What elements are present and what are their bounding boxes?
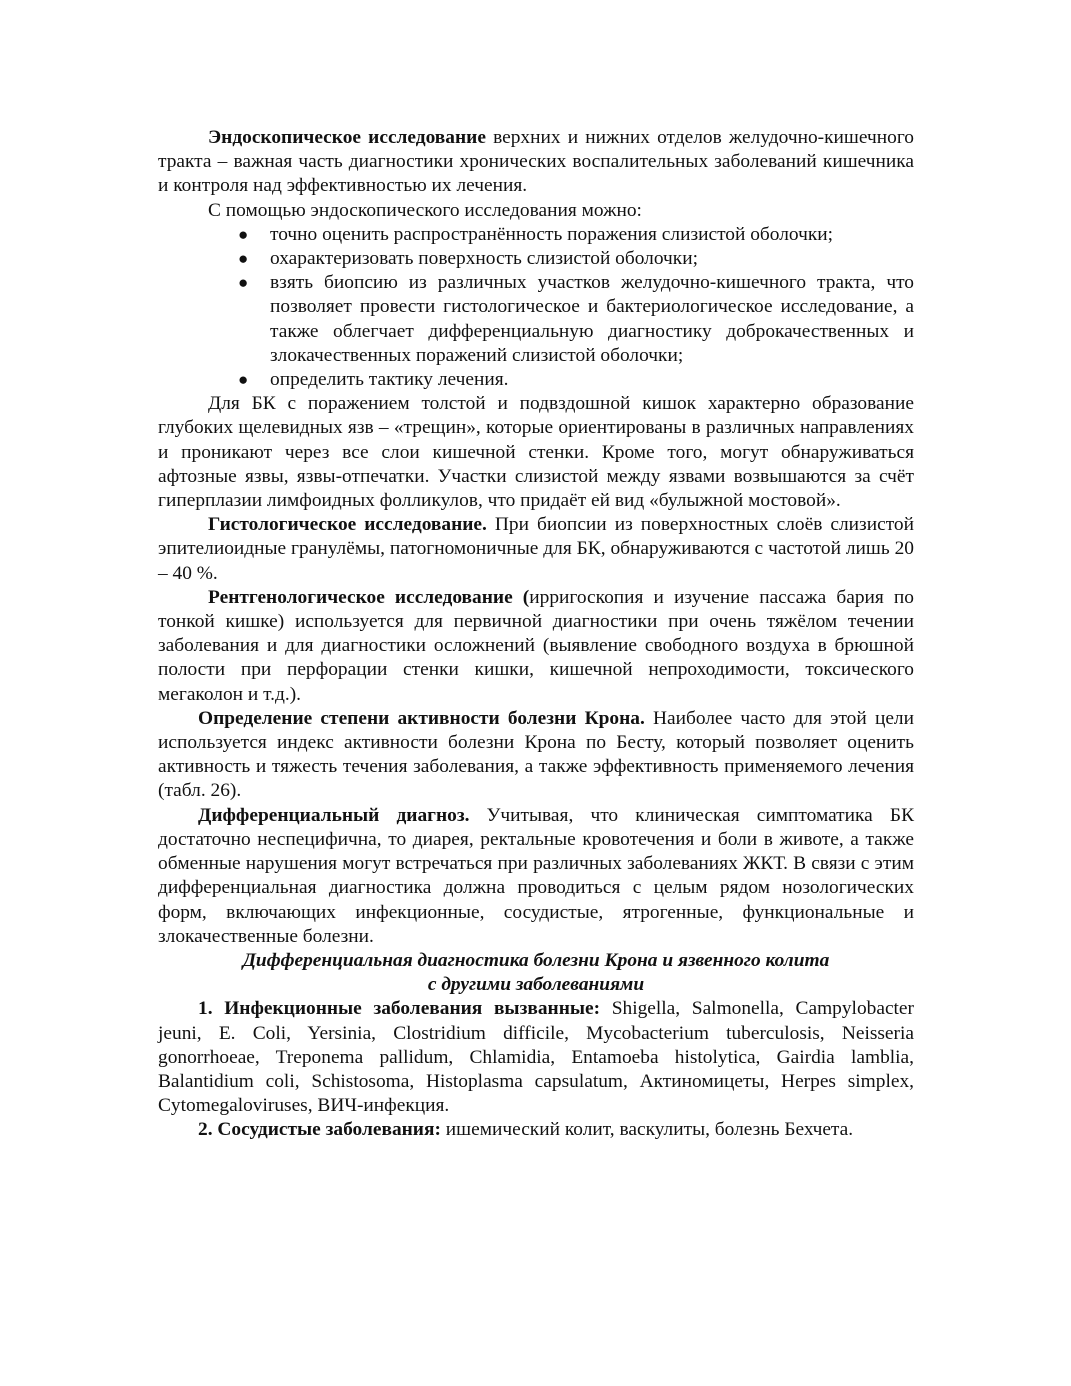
term-activity: Определение степени активности болезни Крона. bbox=[198, 707, 645, 729]
paragraph-text: Shigella, Salmonella, Campylobacter jeuni, E. Coli, Yersinia, Clostridium difficile, Mycobacterium tuberculosis, Neisseria gonorrhoeae, Treponema pallidum, Chlamidia, Entamoeba histolytica, Gairdia lamblia, Balantidium coli, Schistosoma, Histoplasma capsulatum, Актиномицеты, Herpes simplex, Cytomegaloviruses, ВИЧ-инфекция. bbox=[158, 998, 914, 1117]
term-histology: Гистологическое исследование. bbox=[208, 514, 487, 536]
list-item-text: охарактеризовать поверхность слизистой оболочки; bbox=[270, 248, 698, 270]
section-title-line-2: с другими заболеваниями bbox=[427, 974, 645, 996]
paragraph-ulcers: Для БК с поражением толстой и подвздошной кишок характерно образование глубоких щелевидных язв – «трещин», которые ориентированы в различных направлениях и проникают через все слои кишечной стенки. Кроме того, могут обнаруживаться афтозные язвы, язвы-отпечатки. Участки слизистой между язвами возвышаются за счёт гиперплазии лимфоидных фолликулов, что придаёт ей вид «булыжной мостовой». bbox=[158, 393, 914, 512]
bullet-icon: ● bbox=[238, 370, 249, 390]
list-item bbox=[238, 271, 914, 368]
term-endoscopy: Эндоскопическое исследование bbox=[208, 127, 486, 148]
section-title bbox=[158, 949, 914, 997]
paragraph-text: При биопсии из поверхностных слоёв слизистой эпителиоидные гранулёмы, патогномоничные для БК, обнаруживаются с частотой лишь 20 – 40 %. bbox=[158, 514, 914, 584]
paragraph-text: ирригоскопия и изучение пассажа бария по тонкой кишке) используется для первичной диагностики при очень тяжёлом течении заболевания и для диагностики осложнений (выявление свободного воздуха в брюшной полости при перфорации стенки кишки, кишечной непроходимости, токсического мегаколон и т.д.). bbox=[158, 586, 914, 705]
paragraph-text: верхних и нижних отделов желудочно-кишечного тракта – важная часть диагностики хронических воспалительных заболеваний кишечника и контроля над эффективностью их лечения. bbox=[158, 127, 914, 197]
document-page bbox=[158, 126, 914, 1143]
bullet-icon: ● bbox=[238, 224, 249, 244]
term-radiology: Рентгенологическое исследование ( bbox=[208, 586, 530, 608]
list-item-infectious bbox=[158, 997, 914, 1118]
paragraph-endoscopy-intro: С помощью эндоскопического исследования можно: bbox=[208, 199, 642, 221]
list-item bbox=[238, 247, 914, 271]
list-item bbox=[238, 223, 914, 247]
paragraph-radiology bbox=[158, 586, 914, 707]
paragraph-text: ишемический колит, васкулиты, болезнь Бехчета. bbox=[440, 1119, 854, 1141]
paragraph-text: Наиболее часто для этой цели используется индекс активности болезни Крона по Бесту, который позволяет оценить активность и тяжесть течения заболевания, а также эффективность применяемого лечения (табл. 26). bbox=[158, 707, 914, 802]
term-vascular: 2. Сосудистые заболевания: bbox=[198, 1119, 441, 1141]
paragraph-histology bbox=[158, 513, 914, 586]
list-item bbox=[238, 368, 914, 392]
endoscopy-capabilities-list bbox=[158, 223, 914, 392]
term-infectious: 1. Инфекционные заболевания вызванные: bbox=[198, 998, 601, 1020]
list-item-text: взять биопсию из различных участков желудочно-кишечного тракта, что позволяет провести гистологическое и бактериологическое исследование, а также облегчает дифференциальную диагностику доброкачественных и злокачественных поражений слизистой оболочки; bbox=[270, 272, 914, 366]
bullet-icon: ● bbox=[238, 273, 249, 293]
paragraph-text: Учитывая, что клиническая симптоматика БК достаточно неспецифична, то диарея, ректальные кровотечения и боли в животе, а также обменные нарушения могут встречаться при различных заболеваниях ЖКТ. В связи с этим дифференциальная диагностика должна проводиться с целым рядом нозологических форм, включающих инфекционные, сосудистые, ятрогенные, функциональные и злокачественные болезни. bbox=[158, 804, 914, 947]
bullet-icon: ● bbox=[238, 249, 249, 269]
paragraph-activity bbox=[158, 707, 914, 804]
paragraph-differential bbox=[158, 804, 914, 949]
list-item-text: определить тактику лечения. bbox=[270, 369, 509, 391]
term-differential: Дифференциальный диагноз. bbox=[198, 804, 470, 826]
section-title-line-1: Дифференциальная диагностика болезни Крона и язвенного колита bbox=[242, 949, 830, 971]
list-item-text: точно оценить распространённость поражения слизистой оболочки; bbox=[270, 223, 834, 245]
list-item-vascular bbox=[158, 1118, 914, 1142]
paragraph-endoscopy bbox=[158, 126, 914, 199]
